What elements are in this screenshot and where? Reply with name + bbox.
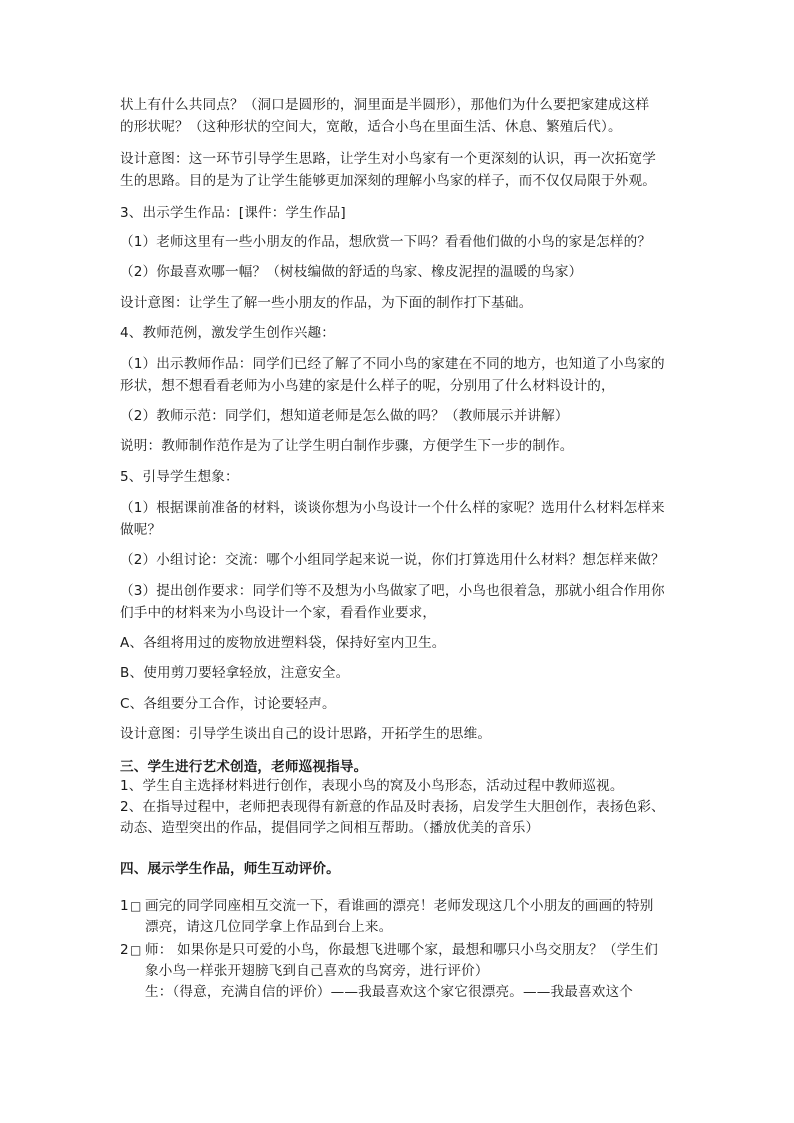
text-line: 生的思路。目的是为了让学生能够更加深刻的理解小鸟家的样子，而不仅仅局限于外观。 [120, 173, 657, 189]
list-item: （1）老师这里有一些小朋友的作品，想欣赏一下吗？看看他们做的小鸟的家是怎样的？ [120, 234, 652, 250]
text-line: 做呢？ [120, 522, 162, 538]
design-intent-paragraph: 设计意图：引导学生谈出自己的设计思路，开拓学生的思维。 [120, 726, 492, 742]
text-line: 漂亮，请这几位同学拿上作品到台上来。 [145, 919, 393, 935]
section-heading-3: 三、学生进行艺术创造，老师巡视指导。 [120, 759, 368, 775]
list-item: （2）你最喜欢哪一幅？（树枝编做的舒适的鸟家、橡皮泥捏的温暖的鸟家） [120, 264, 583, 280]
list-item: （2）教师示范：同学们，想知道老师是怎么做的吗？（教师展示并讲解） [120, 408, 569, 424]
list-item: （1）出示教师作品：同学们已经了解了不同小鸟的家建在不同的地方，也知道了小鸟家的 [120, 356, 665, 372]
list-item: 师： 如果你是只可爱的小鸟，你最想飞进哪个家，最想和哪只小鸟交朋友？（学生们 [145, 942, 658, 958]
design-intent-paragraph: 设计意图：让学生了解一些小朋友的作品，为下面的制作打下基础。 [120, 295, 533, 311]
design-intent-paragraph: 设计意图：这一环节引导学生思路，让学生对小鸟家有一个更深刻的认识，再一次拓宽学 [120, 151, 657, 167]
requirement-item: A、各组将用过的废物放进塑料袋，保持好室内卫生。 [120, 635, 446, 651]
list-item: （2）小组讨论：交流：哪个小组同学起来说一说，你们打算选用什么材料？想怎样来做？ [120, 552, 665, 568]
text-line: 生：（得意，充满自信的评价）——我最喜欢这个家它很漂亮。——我最喜欢这个 [145, 984, 633, 1000]
text-line: 形状，想不想看看老师为小鸟建的家是什么样子的呢，分别用了什么材料设计的， [120, 378, 615, 394]
text-line: 象小鸟一样张开翅膀飞到自己喜欢的鸟窝旁，进行评价） [145, 963, 489, 979]
section-step-4: 4、教师范例，激发学生创作兴趣： [120, 325, 335, 341]
list-item: （3）提出创作要求：同学们等不及想为小鸟做家了吧，小鸟也很着急，那就小组合作用你 [120, 583, 665, 599]
list-number: 2 [120, 942, 129, 958]
requirement-item: B、使用剪刀要轻拿轻放，注意安全。 [120, 665, 350, 681]
requirement-item: C、各组要分工合作，讨论要轻声。 [120, 696, 336, 712]
text-line: 状上有什么共同点？（洞口是圆形的，洞里面是半圆形），那他们为什么要把家建成这样 [120, 97, 650, 113]
section-step-3: 3、出示学生作品：[课件：学生作品] [120, 205, 346, 221]
text-line: 动态、造型突出的作品，提倡同学之间相互帮助。（播放优美的音乐） [120, 820, 540, 836]
list-item: （1）根据课前准备的材料，谈谈你想为小鸟设计一个什么样的家呢？选用什么材料怎样来 [120, 500, 665, 516]
missing-glyph-icon: □ [130, 943, 142, 957]
list-item: 画完的同学同座相互交流一下，看谁画的漂亮！老师发现这几个小朋友的画画的特别 [145, 898, 654, 914]
section-heading-4: 四、展示学生作品，师生互动评价。 [120, 861, 340, 877]
list-number: 1 [120, 898, 129, 914]
list-item: 2、在指导过程中，老师把表现得有新意的作品及时表扬，启发学生大胆创作，表扬色彩、 [120, 799, 665, 815]
text-line: 们手中的材料来为小鸟设计一个家，看看作业要求， [120, 605, 437, 621]
text-line: 的形状呢？（这种形状的空间大，宽敞，适合小鸟在里面生活、休息、繁殖后代）。 [120, 119, 622, 135]
missing-glyph-icon: □ [130, 899, 142, 913]
section-step-5: 5、引导学生想象： [120, 469, 239, 485]
note-paragraph: 说明：教师制作范作是为了让学生明白制作步骤，方便学生下一步的制作。 [120, 438, 574, 454]
list-item: 1、学生自主选择材料进行创作，表现小鸟的窝及小鸟形态，活动过程中教师巡视。 [120, 778, 624, 794]
